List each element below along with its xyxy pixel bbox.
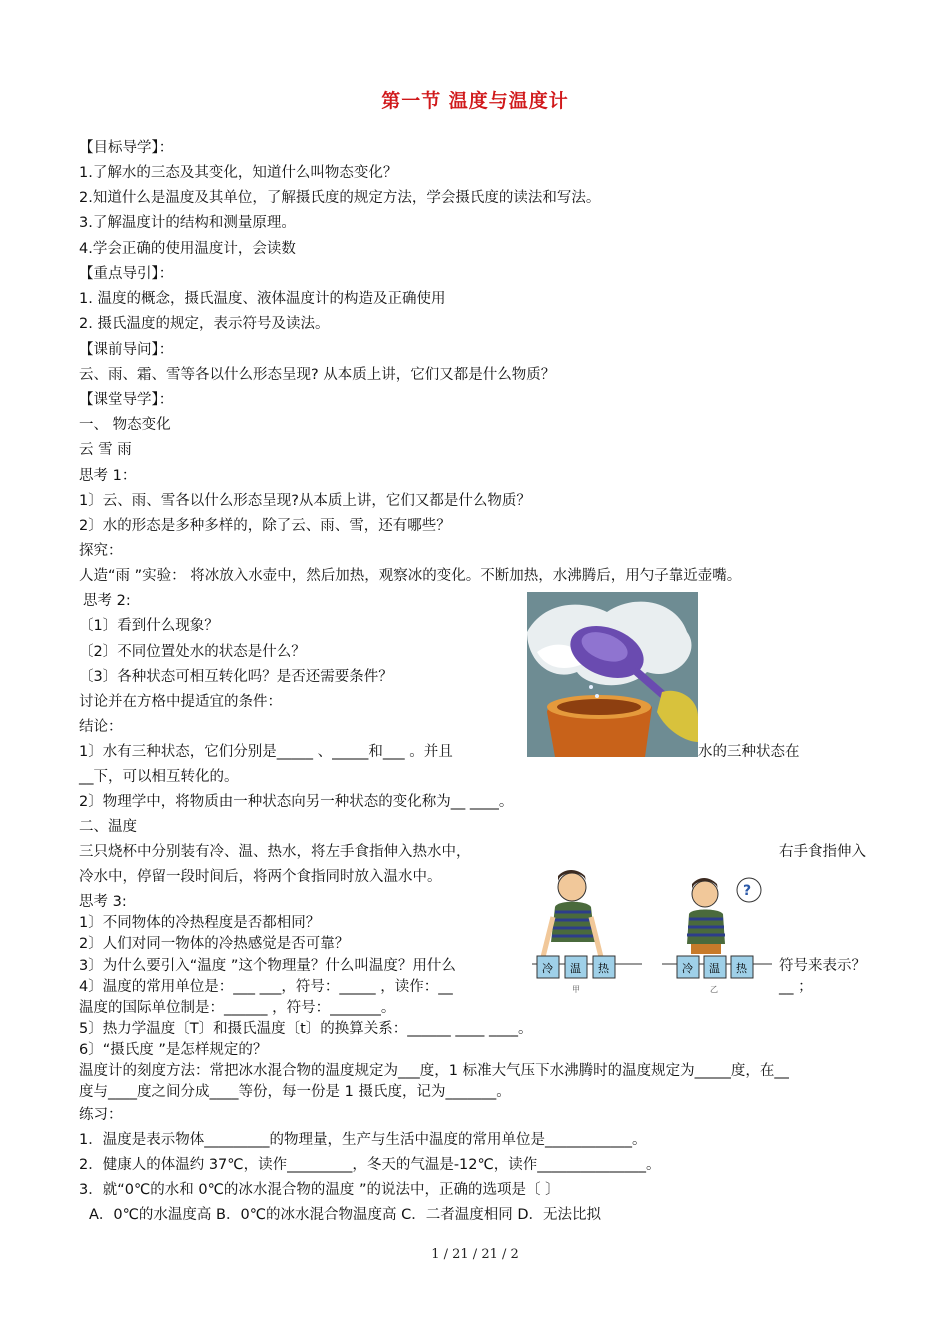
beaker-text-c: 冷水中，停留一段时间后，将两个食指同时放入温水中。 xyxy=(79,869,442,885)
hot-label: 热 xyxy=(598,962,609,975)
goal-item: 2.知道什么是温度及其单位，了解摄氏度的规定方法，学会摄氏度的读法和写法。 xyxy=(79,190,601,206)
exercise-3-options: A．0℃的水温度高 B．0℃的冰水混合物温度高 C．二者温度相同 D．无法比拟 xyxy=(89,1207,602,1223)
si-unit-question: 温度的国际单位制是：______ ，符号：_______。 xyxy=(79,1000,396,1016)
exercise-3: 3．就“0℃的水和 0℃的冰水混合物的温度 ”的说法中，正确的选项是〔 〕 xyxy=(79,1182,560,1198)
focus-item: 2. 摄氏温度的规定，表示符号及读法。 xyxy=(79,316,330,332)
exercise-heading: 练习： xyxy=(79,1107,123,1123)
warm-label: 温 xyxy=(709,962,720,975)
focus-item: 1. 温度的概念，摄氏温度、液体温度计的构造及正确使用 xyxy=(79,291,446,307)
beaker-text-b: 右手食指伸入 xyxy=(779,844,866,860)
cold-label: 冷 xyxy=(682,962,693,975)
think-2-item: 〔1〕看到什么现象？ xyxy=(79,618,219,634)
cold-label: 冷 xyxy=(542,962,553,975)
caption-left: 甲 xyxy=(572,985,580,994)
unit-question-a: 4〕温度的常用单位是：___ ___，符号：_____ ，读作：__ xyxy=(79,979,453,995)
section-heading-focus: 【重点导引】： xyxy=(79,266,174,282)
think-3-item-a: 3〕为什么要引入“温度 ”这个物理量？什么叫温度？用什么 xyxy=(79,958,456,974)
explore-text: 人造“雨 ”实验： 将冰放入水壶中，然后加热，观察冰的变化。不断加热，水沸腾后，用勺子靠近壶嘴。 xyxy=(79,568,742,584)
page-title: 第一节 温度与温度计 xyxy=(381,90,569,112)
section-heading-class: 【课堂导学】： xyxy=(79,392,174,408)
subsection-state-change: 一、 物态变化 xyxy=(79,417,171,433)
think-1-item: 2〕水的形态是多种多样的，除了云、雨、雪，还有哪些？ xyxy=(79,518,451,534)
think-3-item-b: 符号来表示？ xyxy=(779,958,866,974)
weather-labels: 云 雪 雨 xyxy=(79,442,132,458)
section-heading-goals: 【目标导学】： xyxy=(79,140,174,156)
scale-method-b: 度与____度之间分成____等份，每一份是 1 摄氏度，记为_______。 xyxy=(79,1084,511,1100)
beaker-text-a: 三只烧杯中分别装有冷、温、热水，将左手食指伸入热水中， xyxy=(79,844,471,860)
water-feel-illustration xyxy=(527,862,777,997)
think-2-heading: 思考 2: xyxy=(83,593,131,609)
subsection-temperature: 二、温度 xyxy=(79,819,137,835)
conclusion-2: 2〕物理学中，将物质由一种状态向另一种状态的变化称为__ ____。 xyxy=(79,794,514,810)
question-mark: ? xyxy=(743,883,752,899)
conclusion-1c: __下，可以相互转化的。 xyxy=(79,769,239,785)
discussion-text: 讨论并在方格中提适宜的条件： xyxy=(79,694,282,710)
scale-method-a: 温度计的刻度方法：常把冰水混合物的温度规定为___度，1 标准大气压下水沸腾时的温度规定为_____度，在__ xyxy=(79,1063,789,1079)
think-3-heading: 思考 3: xyxy=(79,894,127,910)
think-3-item: 2〕人们对同一物体的冷热感觉是否可靠？ xyxy=(79,936,350,952)
goal-item: 1.了解水的三态及其变化，知道什么叫物态变化？ xyxy=(79,165,398,181)
think-1-item: 1〕云、雨、雪各以什么形态呈现?从本质上讲，它们又都是什么物质？ xyxy=(79,493,531,509)
think-3-item: 1〕不同物体的冷热程度是否都相同？ xyxy=(79,915,321,931)
conversion-question: 5〕热力学温度〔T〕和摄氏温度〔t〕的换算关系：______ ____ ____。 xyxy=(79,1021,533,1037)
think-2-item: 〔2〕不同位置处水的状态是什么？ xyxy=(79,644,306,660)
think-2-item: 〔3〕各种状态可相互转化吗？是否还需要条件？ xyxy=(79,669,393,685)
think-1-heading: 思考 1： xyxy=(79,468,137,484)
goal-item: 3.了解温度计的结构和测量原理。 xyxy=(79,215,296,231)
preview-question: 云、雨、霜、雪等各以什么形态呈现? 从本质上讲，它们又都是什么物质？ xyxy=(79,367,556,383)
explore-heading: 探究： xyxy=(79,543,123,559)
conclusion-1a: 1〕水有三种状态，它们分别是_____ 、_____和___ 。并且 xyxy=(79,744,453,760)
page-footer: 1 / 21 / 21 / 2 xyxy=(431,1247,519,1262)
warm-label: 温 xyxy=(570,962,581,975)
steam-spoon-illustration xyxy=(527,592,698,757)
hot-label: 热 xyxy=(736,962,747,975)
section-heading-preview: 【课前导问】： xyxy=(79,342,174,358)
caption-right: 乙 xyxy=(710,985,718,994)
unit-question-b: __ ； xyxy=(779,979,813,995)
goal-item: 4.学会正确的使用温度计，会读数 xyxy=(79,241,296,257)
exercise-1: 1．温度是表示物体_________的物理量，生产与生活中温度的常用单位是____________。 xyxy=(79,1132,647,1148)
celsius-question: 6〕“摄氏度 ”是怎样规定的？ xyxy=(79,1042,268,1058)
conclusion-heading: 结论： xyxy=(79,719,123,735)
conclusion-1b: 水的三种状态在 xyxy=(698,744,800,760)
exercise-2: 2．健康人的体温约 37℃，读作_________，冬天的气温是-12℃，读作_______________。 xyxy=(79,1157,661,1173)
